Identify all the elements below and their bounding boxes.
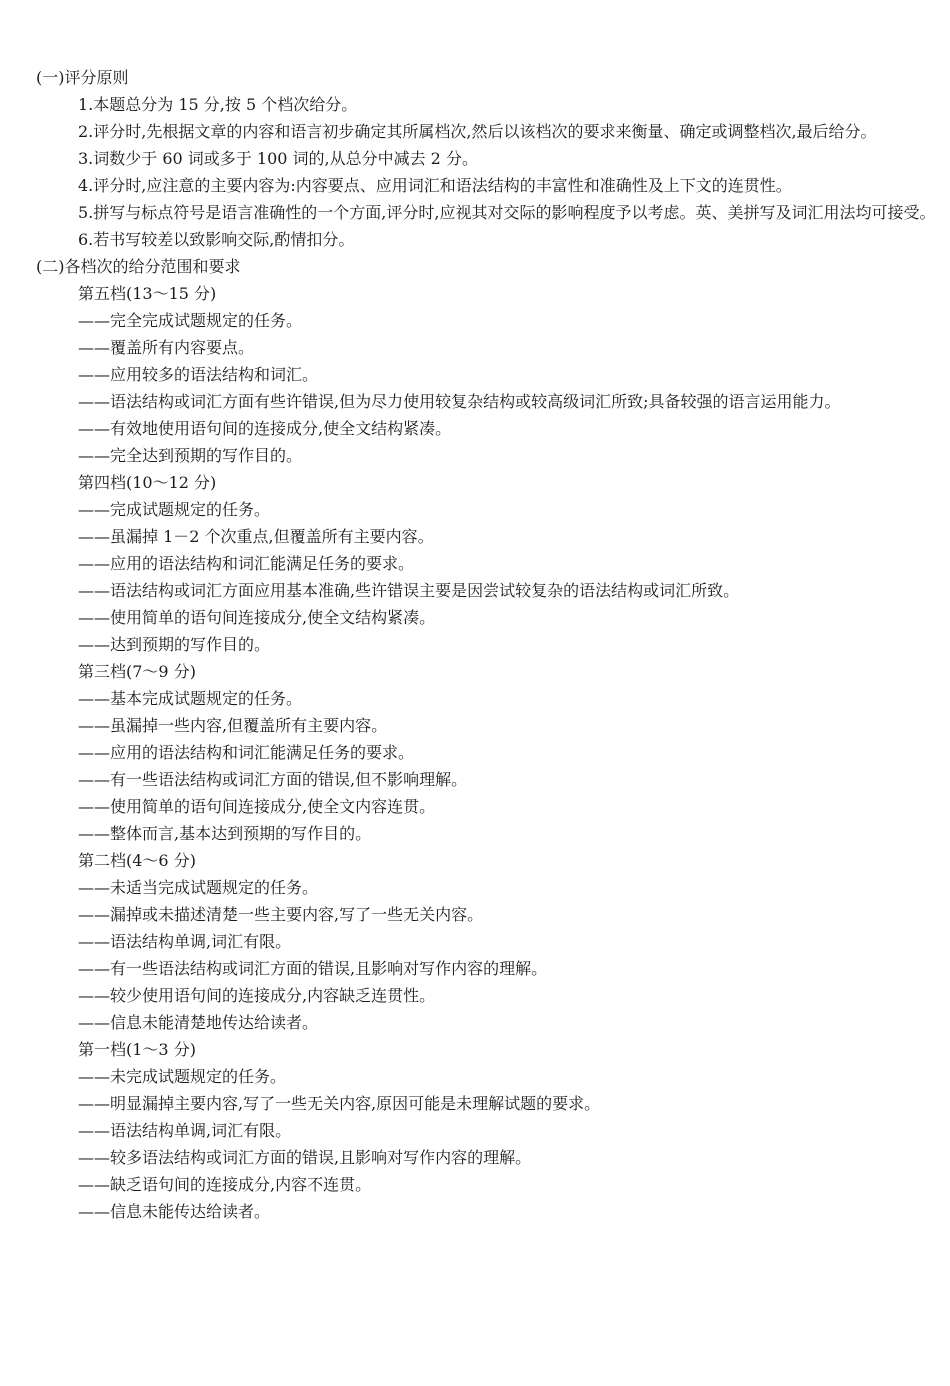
band-criterion: ——完全完成试题规定的任务。 — [78, 311, 303, 330]
band-title: 第四档(10～12 分) — [78, 473, 217, 492]
principle-item: 4.评分时,应注意的主要内容为:内容要点、应用词汇和语法结构的丰富性和准确性及上下文的连贯性。 — [78, 176, 792, 195]
band-criterion: ——虽漏掉 1－2 个次重点,但覆盖所有主要内容。 — [78, 527, 434, 546]
band-criterion: ——漏掉或未描述清楚一些主要内容,写了一些无关内容。 — [78, 905, 484, 924]
section-title-bands: (二)各档次的给分范围和要求 — [36, 257, 241, 276]
band-criterion: ——较多语法结构或词汇方面的错误,且影响对写作内容的理解。 — [78, 1148, 532, 1167]
band-criterion: ——有一些语法结构或词汇方面的错误,但不影响理解。 — [78, 770, 468, 789]
band-criterion: ——有效地使用语句间的连接成分,使全文结构紧凑。 — [78, 419, 452, 438]
band-criterion: ——应用较多的语法结构和词汇。 — [78, 365, 319, 384]
band-criterion: ——未完成试题规定的任务。 — [78, 1067, 287, 1086]
band-criterion: ——使用简单的语句间连接成分,使全文结构紧凑。 — [78, 608, 436, 627]
band-title: 第三档(7～9 分) — [78, 662, 196, 681]
principle-item: 6.若书写较差以致影响交际,酌情扣分。 — [78, 230, 355, 249]
principle-item: 3.词数少于 60 词或多于 100 词的,从总分中减去 2 分。 — [78, 149, 478, 168]
band-criterion: ——语法结构或词汇方面有些许错误,但为尽力使用较复杂结构或较高级词汇所致;具备较强的语言运用能力。 — [78, 392, 841, 411]
band-criterion: ——语法结构单调,词汇有限。 — [78, 1121, 292, 1140]
band-criterion: ——完成试题规定的任务。 — [78, 500, 271, 519]
band-criterion: ——较少使用语句间的连接成分,内容缺乏连贯性。 — [78, 986, 436, 1005]
band-criterion: ——明显漏掉主要内容,写了一些无关内容,原因可能是未理解试题的要求。 — [78, 1094, 601, 1113]
principle-item: 5.拼写与标点符号是语言准确性的一个方面,评分时,应视其对交际的影响程度予以考虑。英、美拼写及词汇用法均可接受。 — [78, 203, 936, 222]
band-criterion: ——达到预期的写作目的。 — [78, 635, 271, 654]
section-title-principles: (一)评分原则 — [36, 68, 129, 87]
band-title: 第一档(1～3 分) — [78, 1040, 196, 1059]
band-criterion: ——应用的语法结构和词汇能满足任务的要求。 — [78, 743, 415, 762]
principle-item: 2.评分时,先根据文章的内容和语言初步确定其所属档次,然后以该档次的要求来衡量、确定或调整档次,最后给分。 — [78, 122, 877, 141]
band-criterion: ——未适当完成试题规定的任务。 — [78, 878, 319, 897]
band-criterion: ——整体而言,基本达到预期的写作目的。 — [78, 824, 372, 843]
principle-item: 1.本题总分为 15 分,按 5 个档次给分。 — [78, 95, 358, 114]
band-criterion: ——使用简单的语句间连接成分,使全文内容连贯。 — [78, 797, 436, 816]
band-criterion: ——有一些语法结构或词汇方面的错误,且影响对写作内容的理解。 — [78, 959, 548, 978]
band-criterion: ——信息未能传达给读者。 — [78, 1202, 271, 1221]
band-criterion: ——语法结构或词汇方面应用基本准确,些许错误主要是因尝试较复杂的语法结构或词汇所致。 — [78, 581, 740, 600]
band-criterion: ——虽漏掉一些内容,但覆盖所有主要内容。 — [78, 716, 388, 735]
band-title: 第五档(13～15 分) — [78, 284, 217, 303]
band-criterion: ——完全达到预期的写作目的。 — [78, 446, 303, 465]
band-title: 第二档(4～6 分) — [78, 851, 196, 870]
band-criterion: ——覆盖所有内容要点。 — [78, 338, 255, 357]
band-criterion: ——信息未能清楚地传达给读者。 — [78, 1013, 319, 1032]
band-criterion: ——缺乏语句间的连接成分,内容不连贯。 — [78, 1175, 372, 1194]
band-criterion: ——基本完成试题规定的任务。 — [78, 689, 303, 708]
band-criterion: ——应用的语法结构和词汇能满足任务的要求。 — [78, 554, 415, 573]
band-criterion: ——语法结构单调,词汇有限。 — [78, 932, 292, 951]
